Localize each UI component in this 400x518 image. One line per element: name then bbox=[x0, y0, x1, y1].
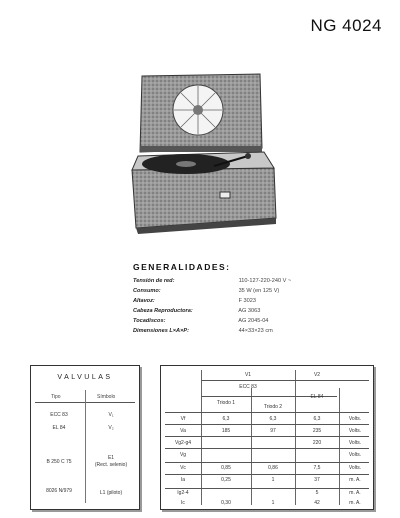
divider bbox=[165, 462, 369, 463]
param-label: Vg2-g4 bbox=[174, 440, 192, 446]
param-label: Ic bbox=[181, 500, 185, 506]
cell-unit: Volts. bbox=[348, 452, 362, 458]
cell-unit: m. A. bbox=[349, 490, 361, 496]
valvula-simbolo-note: (Rect. selenio) bbox=[94, 462, 128, 468]
header-triodo1: Triodo 1 bbox=[216, 400, 236, 406]
spec-label: Altavoz: bbox=[133, 298, 155, 304]
spec-label: Cabeza Reproductora: bbox=[133, 308, 193, 314]
cell-t1: 0,85 bbox=[221, 465, 231, 471]
valvula-tipo: EL 84 bbox=[52, 425, 66, 431]
cell-v2: 5 bbox=[315, 490, 319, 496]
divider bbox=[201, 370, 202, 505]
cell-v2: 42 bbox=[314, 500, 320, 506]
spec-row bbox=[133, 307, 260, 316]
header-el84: EL 84 bbox=[310, 394, 324, 400]
spec-row bbox=[133, 297, 256, 306]
cell-unit: m. A. bbox=[349, 477, 361, 483]
valvula-simbolo: L1 (piloto) bbox=[99, 490, 123, 496]
generalidades-title: GENERALIDADES: bbox=[133, 262, 231, 272]
cell-unit: m. A. bbox=[349, 500, 361, 506]
spec-label: Tocadiscos: bbox=[133, 318, 166, 324]
valvula-simbolo: E1 bbox=[107, 455, 115, 461]
cell-t1: 185 bbox=[221, 428, 231, 434]
divider bbox=[201, 380, 369, 381]
spec-label: Tensión de red: bbox=[133, 278, 175, 284]
spec-value: 110-127-220-240 V ~ bbox=[238, 278, 292, 284]
header-triodo2: Triodo 2 bbox=[263, 404, 283, 410]
param-label: Vg bbox=[179, 452, 187, 458]
spec-value: 35 W (en 125 V) bbox=[238, 288, 280, 294]
cell-t2: 6,3 bbox=[269, 416, 277, 422]
spec-value: 44×33×23 cm bbox=[238, 328, 273, 334]
spec-label: Consumo: bbox=[133, 288, 161, 294]
spec-label: Dimensiones L×A×P: bbox=[133, 328, 189, 334]
cell-t2: 97 bbox=[270, 428, 276, 434]
spec-row bbox=[133, 277, 291, 286]
valvula-tipo: 8026 N/979 bbox=[46, 488, 72, 494]
valvula-simbolo: V₁ bbox=[108, 412, 114, 418]
cell-unit: Volts. bbox=[348, 428, 362, 434]
param-label: Ia bbox=[180, 477, 186, 483]
param-label: Vc bbox=[180, 465, 186, 471]
divider bbox=[165, 448, 369, 449]
record-player-photo bbox=[128, 72, 278, 240]
divider bbox=[165, 474, 369, 475]
param-label: Vf bbox=[180, 416, 186, 422]
divider bbox=[165, 436, 369, 437]
divider bbox=[295, 370, 296, 505]
cell-t1: 6,3 bbox=[222, 416, 230, 422]
valvula-tipo: B 250 C 75 bbox=[46, 459, 72, 465]
divider bbox=[165, 412, 369, 413]
col-header-tipo: Tipo bbox=[51, 394, 61, 400]
cell-unit: Volts. bbox=[348, 440, 362, 446]
cell-t2: 1 bbox=[271, 477, 275, 483]
spec-row bbox=[133, 327, 273, 336]
header-v1: V1 bbox=[244, 372, 252, 378]
valvula-simbolo: V₂ bbox=[108, 425, 114, 431]
valvulas-title: VALVULAS bbox=[57, 374, 113, 381]
cell-v2: 235 bbox=[312, 428, 322, 434]
divider bbox=[165, 424, 369, 425]
cell-t1: 0,30 bbox=[221, 500, 231, 506]
cell-t2: 0,86 bbox=[268, 465, 278, 471]
model-number: NG 4024 bbox=[310, 16, 382, 35]
divider bbox=[165, 488, 369, 489]
cell-v2: 220 bbox=[312, 440, 322, 446]
spec-value: AG 2045-04 bbox=[238, 318, 269, 324]
cell-unit: Volts. bbox=[348, 465, 362, 471]
spec-value: AG 3063 bbox=[238, 308, 261, 314]
col-header-simbolo: Símbolo bbox=[97, 394, 116, 400]
cell-v2: 6,3 bbox=[313, 416, 321, 422]
valvulas-table bbox=[30, 365, 140, 510]
spec-value: F 3023 bbox=[238, 298, 256, 304]
spec-row bbox=[133, 317, 268, 326]
cell-t2: 1 bbox=[271, 500, 275, 506]
cell-v2: 37 bbox=[314, 477, 320, 483]
cell-v2: 7,5 bbox=[313, 465, 321, 471]
cell-t1: 0,25 bbox=[221, 477, 231, 483]
spec-row bbox=[133, 287, 279, 296]
header-v2: V2 bbox=[313, 372, 321, 378]
header-ecc83: ECC 83 bbox=[239, 384, 257, 390]
param-label: Va bbox=[180, 428, 186, 434]
param-label: Ig2-4 bbox=[177, 490, 189, 496]
valvula-tipo: ECC 83 bbox=[50, 412, 68, 418]
cell-unit: Volts. bbox=[348, 416, 362, 422]
tube-values-table bbox=[160, 365, 374, 510]
divider bbox=[85, 390, 86, 503]
